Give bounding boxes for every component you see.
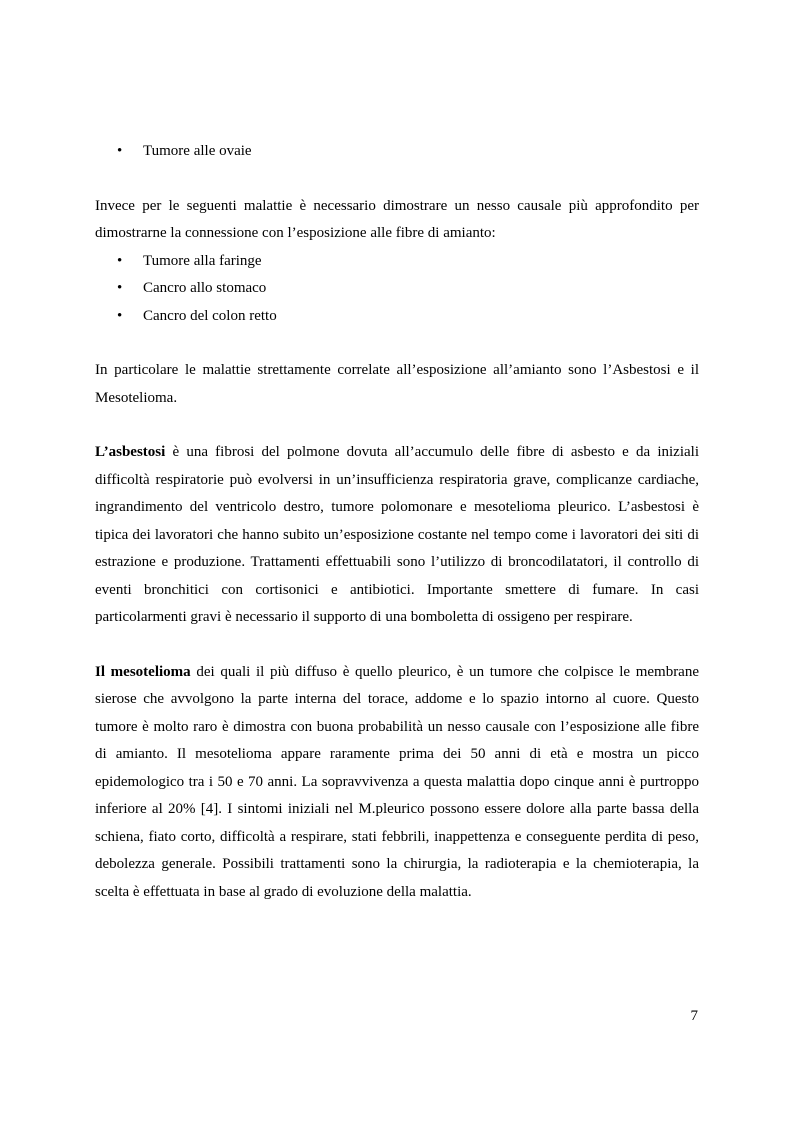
bullet-list-ovaie [95, 138, 699, 166]
list-item-text: Cancro allo stomaco [143, 280, 267, 296]
document-page [95, 138, 699, 906]
list-item-text: Tumore alle ovaie [143, 143, 252, 159]
paragraph-asbestosi [95, 439, 699, 632]
paragraph-particolare: In particolare le malattie strettamente correlate all’esposizione all’amianto sono l’Asbestosi e il Mesotelioma. [95, 362, 699, 406]
term-asbestosi: L’asbestosi [95, 444, 166, 460]
list-item [95, 138, 699, 166]
list-item [95, 248, 699, 276]
list-item-text: Cancro del colon retto [143, 307, 277, 324]
asbestosi-text: è una fibrosi del polmone dovuta all’accumulo delle fibre di asbesto e da iniziali difficoltà respiratorie può evolversi in un’insufficienza respiratoria grave, complicanze cardiache, ingrandimento del ventricolo destro, tumore polomonare e mesotelioma pleurico. L’asbestosi è tipica dei lavoratori che hanno subito un’esposizione costante nel tempo come i lavoratori dei siti di estrazione e produzione. Trattamenti effettuabili sono l’utilizzo di broncodilatatori, il controllo di eventi bronchitici con cortisonici e antibiotici. Importante smettere di fumare. In casi particolarmenti gravi è necessario il supporto di una bomboletta di ossigeno per respirare. [95, 444, 699, 625]
term-mesotelioma: Il mesotelioma [95, 663, 191, 680]
bullet-list-malattie [95, 248, 699, 331]
paragraph-intro: Invece per le seguenti malattie è necessario dimostrare un nesso causale più approfondito per dimostrarne la connessione con l’esposizione alle fibre di amianto: [95, 197, 699, 241]
list-item [95, 275, 699, 303]
mesotelioma-text: dei quali il più diffuso è quello pleurico, è un tumore che colpisce le membrane sierose che avvolgono la parte interna del torace, addome e lo spazio intorno al cuore. Questo tumore è molto raro è dimostra con buona probabilità un nesso causale con l’esposizione alle fibre di amianto. Il mesotelioma appare raramente prima dei 50 anni di età e mostra un picco epidemologico tra i 50 e 70 anni. La sopravvivenza a questa malattia dopo cinque anni è purtroppo inferiore al 20% [4]. I sintomi iniziali nel M.pleurico possono essere dolore alla parte bassa della schiena, fiato corto, difficoltà a respirare, stati febbrili, inappettenza e conseguente perdita di peso, debolezza generale. Possibili trattamenti sono la chirurgia, la radioterapia e la chemioterapia, la scelta è effettuata in base al grado di evoluzione della malattia. [95, 663, 700, 900]
list-item-text: Tumore alla faringe [143, 252, 262, 269]
bullet-icon: • [117, 307, 123, 324]
list-item [95, 303, 699, 331]
bullet-icon: • [117, 252, 123, 269]
paragraph-mesotelioma [95, 659, 699, 907]
bullet-icon: • [117, 280, 123, 296]
page-number: 7 [690, 1008, 698, 1024]
bullet-icon: • [117, 143, 123, 159]
